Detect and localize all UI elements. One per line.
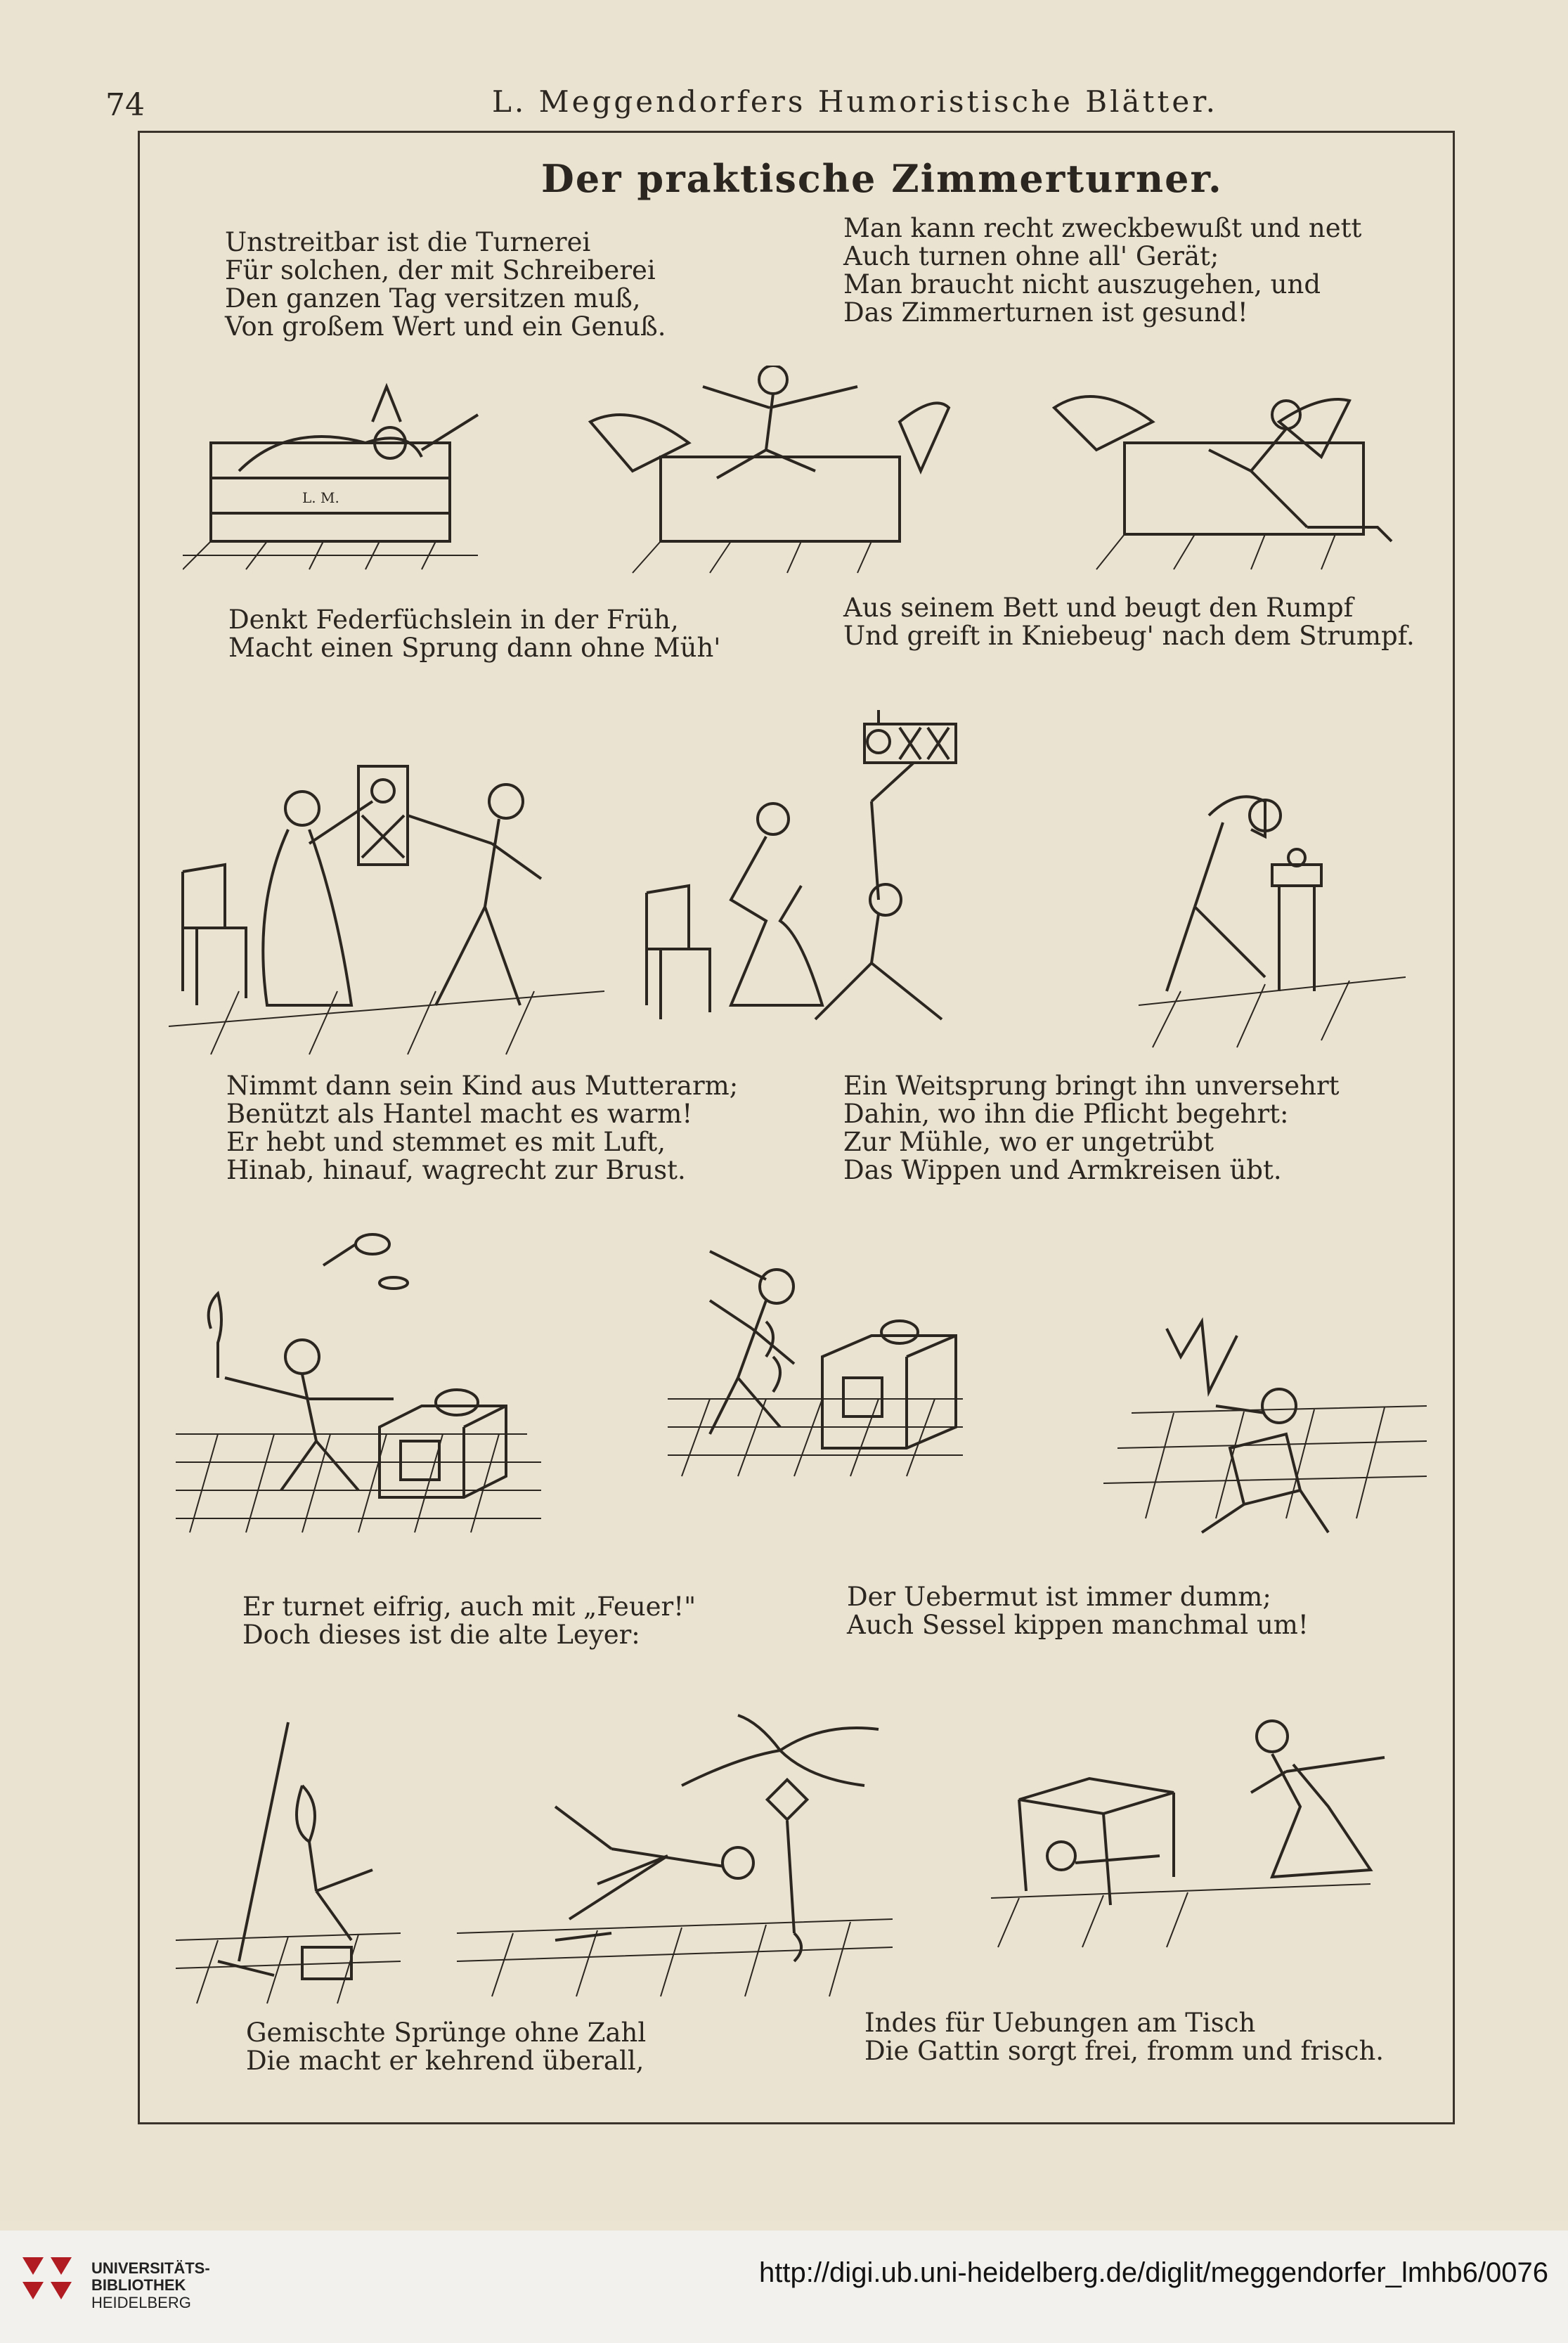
floor-five: [457, 1919, 893, 1996]
page-number: 74: [105, 87, 145, 123]
bed-bending: [1054, 396, 1392, 541]
university-library-logo-icon: [15, 2250, 79, 2313]
father-stick-figure: [408, 785, 541, 1005]
tile-floor-one: [176, 1434, 541, 1532]
man-at-stove: [209, 1293, 394, 1490]
library-name: UNIVERSITÄTS- BIBLIOTHEK: [91, 2259, 210, 2294]
bed-sleeping: [211, 387, 478, 541]
stove-one: [380, 1390, 506, 1497]
verse-3: Denkt Federfüchslein in der Früh, Macht einen Sprung dann ohne Müh': [228, 605, 721, 663]
illustration-baby-jump-mill: [169, 696, 1406, 1061]
man-jumping-fire: [710, 1251, 794, 1434]
floor-four: [176, 1933, 401, 2003]
floor-six: [991, 1884, 1371, 1947]
chair-middle: [647, 886, 710, 1019]
chair-left: [183, 865, 246, 1005]
baby-dumbbell: [358, 766, 408, 865]
illustration-sweeping-table: [176, 1708, 1427, 2010]
tile-floor-two: [668, 1399, 963, 1476]
verse-8: Der Uebermut ist immer dumm; Auch Sessel kippen manchmal um!: [847, 1582, 1309, 1640]
verse-9: Gemischte Sprünge ohne Zahl Die macht er kehrend überall,: [246, 2018, 647, 2076]
verse-2: Man kann recht zweckbewußt und nett Auch turnen ohne all' Gerät; Man braucht nicht auszugehen, und Das Zimmerturnen ist gesund!: [843, 213, 1362, 328]
illustration-stove-chair: [176, 1223, 1427, 1561]
bed-initials: L. M.: [302, 489, 339, 506]
table-under: [1019, 1779, 1174, 1905]
stove-two: [822, 1321, 956, 1448]
verse-1: Unstreitbar ist die Turnerei Für solchen, der mit Schreiberei Den ganzen Tag versitzen muß, Von großem Wert und ein Genuß.: [225, 227, 666, 342]
father-jumping-with-baby: [815, 710, 956, 1019]
verse-7: Er turnet eifrig, auch mit „Feuer!" Doch dieses ist die alte Leyer:: [242, 1592, 696, 1650]
verse-5: Nimmt dann sein Kind aus Mutterarm; Benützt als Hantel macht es warm! Er hebt und stemmet es mit Luft, Hinab, hinauf, wagrecht zur Brust.: [226, 1071, 739, 1185]
bed-jumping: [590, 366, 949, 541]
running-head: L. Meggendorfers Humoristische Blätter.: [492, 84, 1219, 119]
frying-pan: [323, 1234, 408, 1289]
verse-6: Ein Weitsprung bringt ihn unversehrt Dahin, wo ihn die Pflicht begehrt: Zur Mühle, wo er ungetrübt Das Wippen und Armkreisen übt.: [843, 1071, 1340, 1185]
coffee-mill-figure: [1167, 796, 1321, 991]
man-sweeping-floor: [555, 1807, 753, 1940]
page-header: [0, 79, 1568, 121]
source-url-link[interactable]: http://digi.ub.uni-heidelberg.de/diglit/meggendorfer_lmhb6/0076: [759, 2257, 1548, 2288]
man-sweeping-upright: [218, 1722, 372, 1979]
tile-floor-three: [1103, 1406, 1427, 1518]
mother-handing-baby: [263, 792, 372, 1005]
library-city: HEIDELBERG: [91, 2294, 191, 2311]
poem-title: Der praktische Zimmerturner.: [541, 156, 1223, 201]
man-tipping-chair: [1167, 1322, 1328, 1532]
illustration-bed-scenes: [183, 366, 1420, 576]
verse-4: Aus seinem Bett und beugt den Rumpf Und greift in Kniebeug' nach dem Strumpf.: [843, 593, 1415, 651]
mother-figure: [731, 803, 822, 1005]
wife-running: [1251, 1721, 1385, 1877]
verse-10: Indes für Uebungen am Tisch Die Gattin sorgt frei, fromm und frisch.: [864, 2008, 1385, 2066]
digitization-footer: [0, 2231, 1568, 2343]
